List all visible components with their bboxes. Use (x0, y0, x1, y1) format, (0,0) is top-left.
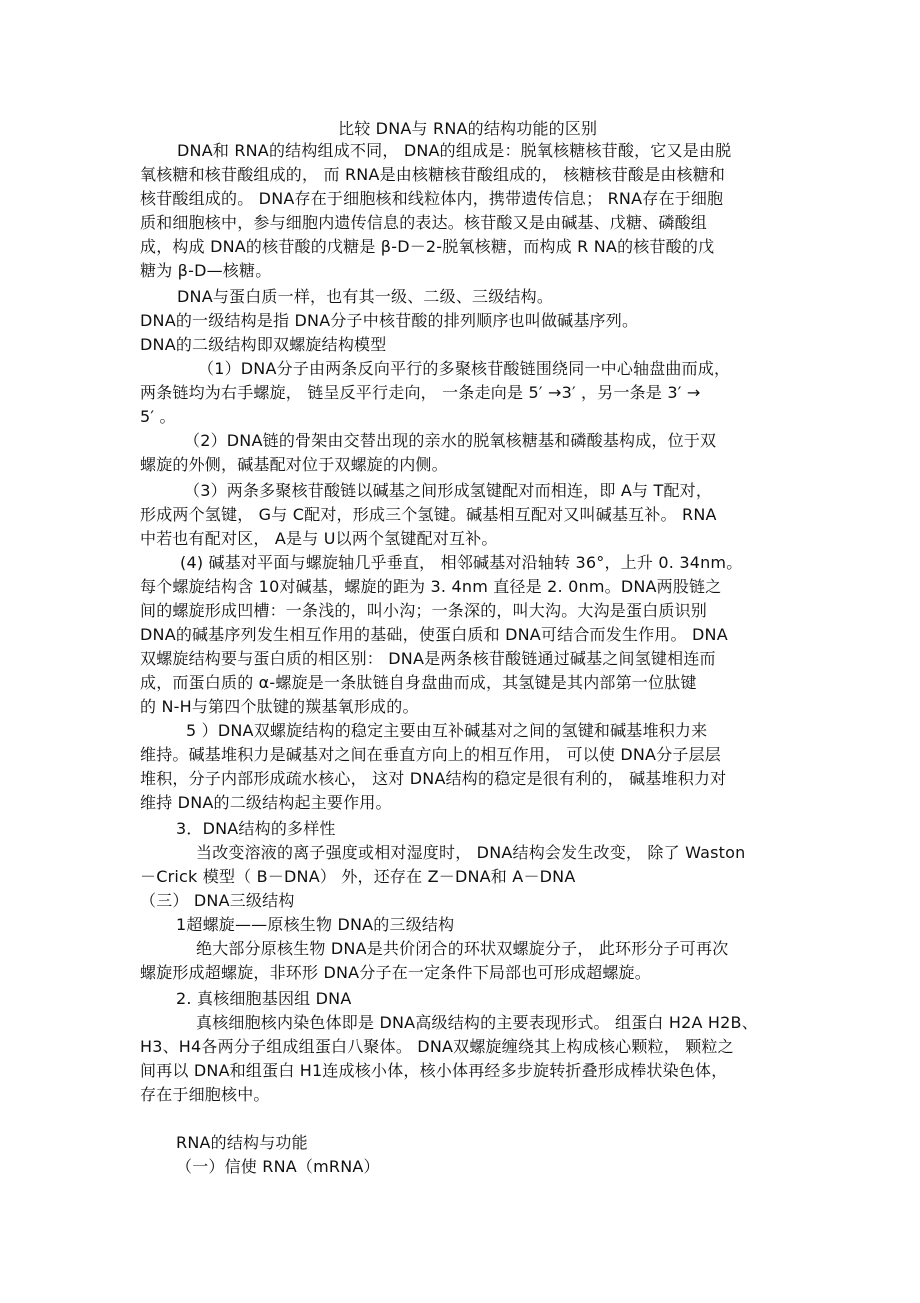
paragraph-line: 存在于细胞核中。 (140, 1085, 270, 1104)
section-heading: （一）信使 RNA（mRNA） (176, 1157, 380, 1176)
paragraph-line: 间再以 DNA和组蛋白 H1连成核小体，核小体再经多步旋转折叠形成棒状染色体， (140, 1061, 728, 1080)
section-heading: 2. 真核细胞基因组 DNA (176, 989, 352, 1008)
paragraph-line: 成，而蛋白质的 α-螺旋是一条肽链自身盘曲而成，其氢键是其内部第一位肽键 (140, 673, 697, 692)
paragraph-line: 绝大部分原核生物 DNA是共价闭合的环状双螺旋分子， 此环形分子可再次 (196, 939, 729, 958)
paragraph-line: 糖为 β-D—核糖。 (140, 261, 272, 280)
paragraph-line: 5 ）DNA双螺旋结构的稳定主要由互补碱基对之间的氢键和碱基堆积力来 (186, 721, 708, 740)
paragraph-line: 形成两个氢键， G与 C配对，形成三个氢键。碱基相互配对又叫碱基互补。 RNA (140, 505, 717, 524)
paragraph-line: 当改变溶液的离子强度或相对湿度时， DNA结构会发生改变， 除了 Waston (196, 843, 746, 862)
paragraph-line: H3、H4各两分子组成组蛋白八聚体。 DNA双螺旋缠绕其上构成核心颗粒， 颗粒之 (140, 1037, 734, 1056)
section-heading: RNA的结构与功能 (176, 1133, 308, 1152)
section-heading: DNA的二级结构即双螺旋结构模型 (140, 335, 387, 354)
paragraph-line: DNA的一级结构是指 DNA分子中核苷酸的排列顺序也叫做碱基序列。 (140, 311, 639, 330)
paragraph-line: 间的螺旋形成凹槽：一条浅的，叫小沟；一条深的，叫大沟。大沟是蛋白质识别 (140, 601, 708, 620)
paragraph-line: DNA与蛋白质一样，也有其一级、二级、三级结构。 (177, 287, 554, 306)
paragraph-line: 维持 DNA的二级结构起主要作用。 (140, 793, 392, 812)
paragraph-line: 每个螺旋结构含 10对碱基，螺旋的距为 3. 4nm 直径是 2. 0nm。DNA两股链之 (140, 577, 722, 596)
paragraph-line: 维持。碱基堆积力是碱基对之间在垂直方向上的相互作用， 可以使 DNA分子层层 (140, 745, 722, 764)
paragraph-line: 螺旋的外侧，碱基配对位于双螺旋的内侧。 (140, 455, 448, 474)
section-heading: （三） DNA三级结构 (140, 891, 295, 910)
paragraph-line: 成，构成 DNA的核苷酸的戊糖是 β-D－2-脱氧核糖，而构成 R NA的核苷酸的戊 (140, 237, 715, 256)
paragraph-line: 双螺旋结构要与蛋白质的相区别： DNA是两条核苷酸链通过碱基之间氢键相连而 (140, 649, 716, 668)
section-heading: 3．DNA结构的多样性 (176, 819, 336, 838)
paragraph-line: 核苷酸组成的。 DNA存在于细胞核和线粒体内，携带遗传信息； RNA存在于细胞 (140, 189, 724, 208)
paragraph-line: DNA和 RNA的结构组成不同， DNA的组成是：脱氧核糖核苷酸，它又是由脱 (177, 141, 732, 160)
paragraph-line: 两条链均为右手螺旋， 链呈反平行走向， 一条走向是 5′ →3′ ，另一条是 3′ → (140, 383, 701, 402)
section-heading: 1超螺旋——原核生物 DNA的三级结构 (176, 915, 455, 934)
document-title: 比较 DNA与 RNA的结构功能的区别 (338, 119, 598, 138)
paragraph-line: （2）DNA链的骨架由交替出现的亲水的脱氧核糖基和磷酸基构成，位于双 (184, 431, 717, 450)
paragraph-line: 质和细胞核中，参与细胞内遗传信息的表达。核苷酸又是由碱基、戊糖、磷酸组 (140, 213, 708, 232)
paragraph-line: 螺旋形成超螺旋，非环形 DNA分子在一定条件下局部也可形成超螺旋。 (140, 963, 651, 982)
paragraph-line: 中若也有配对区， A是与 U以两个氢键配对互补。 (140, 529, 498, 548)
paragraph-line: 堆积，分子内部形成疏水核心， 这对 DNA结构的稳定是很有利的， 碱基堆积力对 (140, 769, 727, 788)
paragraph-line: DNA的碱基序列发生相互作用的基础，使蛋白质和 DNA可结合而发生作用。 DNA (140, 625, 728, 644)
paragraph-line: 氧核糖和核苷酸组成的， 而 RNA是由核糖核苷酸组成的， 核糖核苷酸是由核糖和 (140, 165, 726, 184)
paragraph-line: （1）DNA分子由两条反向平行的多聚核苷酸链围绕同一中心轴盘曲而成， (198, 359, 731, 378)
paragraph-line: 真核细胞核内染色体即是 DNA高级结构的主要表现形式。 组蛋白 H2A H2B、 (196, 1013, 758, 1032)
paragraph-line: 的 N-H与第四个肽键的羰基氧形成的。 (140, 697, 419, 716)
paragraph-line: －Crick 模型（ B－DNA） 外，还存在 Z－DNA和 A－DNA (140, 867, 576, 886)
paragraph-line: 5′ 。 (140, 407, 176, 426)
paragraph-line: (4) 碱基对平面与螺旋轴几乎垂直， 相邻碱基对沿轴转 36°，上升 0. 34nm。 (180, 553, 743, 572)
paragraph-line: （3）两条多聚核苷酸链以碱基之间形成氢键配对而相连，即 A与 T配对， (184, 481, 713, 500)
